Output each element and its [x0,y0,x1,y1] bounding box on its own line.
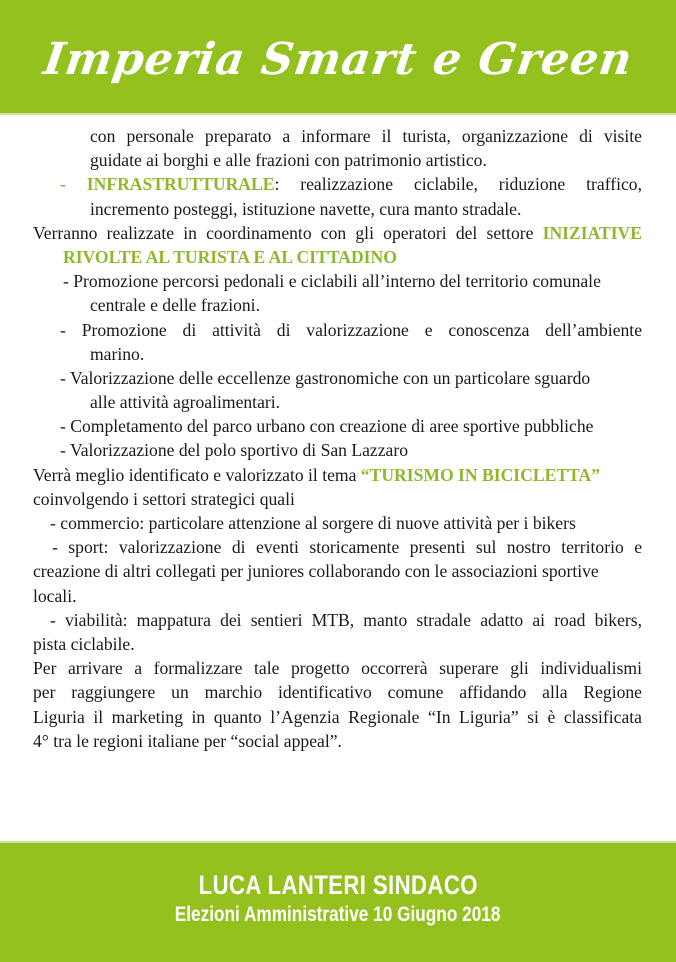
text-line [63,245,676,269]
text-span: Per arrivare a formalizzare tale progetto occorrerà superare gli individualismi [33,658,642,679]
text-line [50,511,630,535]
highlighted-text: INIZIATIVE [542,222,642,243]
text-line [33,656,642,680]
text-span: 4° tra le regioni italiane per “social appeal”. [33,730,342,751]
text-span: creazione di altri collegati per juniores collaborando con le associazioni sportive [33,561,599,582]
text-line [60,366,642,390]
body-text [0,124,676,753]
text-line [90,124,642,148]
text-line [90,197,676,221]
text-line [52,535,642,559]
text-line [33,680,642,704]
text-span: - Valorizzazione del polo sportivo di San Lazzaro [60,440,409,461]
text-span: coinvolgendo i settori strategici quali [33,488,295,509]
footer-banner [0,841,676,962]
text-span: - Valorizzazione delle eccellenze gastronomiche con un particolare sguardo [60,367,591,388]
text-span: con personale preparato a informare il turista, organizzazione di visite [90,126,642,146]
text-line [33,463,642,487]
highlighted-text: INFRASTRUTTURALE [86,174,275,195]
text-span: locali. [33,585,77,606]
text-span: centrale e delle frazioni. [90,295,260,316]
text-line [33,729,676,753]
text-line [90,293,676,317]
text-line [90,390,676,414]
text-line [33,221,642,245]
text-line [90,148,676,172]
text-span: - sport: valorizzazione di eventi storicamente presenti sul nostro territorio e [52,537,642,558]
text-span: incremento posteggi, istituzione navette, cura manto stradale. [90,198,522,219]
highlighted-text: - [60,174,87,195]
text-line [33,705,642,729]
text-line [60,172,642,196]
text-span: : realizzazione ciclabile, riduzione traffico, [274,174,642,195]
text-span: Verrà meglio identificato e valorizzato il tema [33,464,361,485]
text-span: - Completamento del parco urbano con creazione di aree sportive pubbliche [60,416,594,437]
header-banner [0,0,676,115]
text-span: - Promozione percorsi pedonali e ciclabili all’interno del territorio comunale [63,271,601,292]
text-line [33,632,676,656]
text-span: Liguria il marketing in quanto l’Agenzia Regionale “In Liguria” si è classificata [33,706,642,727]
text-span: alle attività agroalimentari. [90,392,281,413]
text-span: - viabilità: mappatura dei sentieri MTB, manto stradale adatto ai road bikers, [50,609,642,630]
election-subtitle: Elezioni Amministrative 10 Giugno 2018 [175,903,501,926]
header-title: Imperia Smart e Green [40,34,636,85]
text-line [90,342,676,366]
candidate-name: LUCA LANTERI SINDACO [198,870,478,900]
highlighted-text: “TURISMO IN BICICLETTA” [360,464,600,485]
text-span: guidate ai borghi e alle frazioni con patrimonio artistico. [90,150,487,171]
text-span: - commercio: particolare attenzione al sorgere di nuove attività per i bikers [50,513,576,533]
text-line [33,584,676,608]
highlighted-text: RIVOLTE AL TURISTA E AL CITTADINO [63,246,397,267]
text-line [50,608,642,632]
text-span: Verranno realizzate in coordinamento con gli operatori del settore [33,222,543,243]
text-line [60,438,676,462]
text-span: marino. [90,343,145,364]
text-line [33,487,676,511]
text-line [60,414,642,438]
text-span: pista ciclabile. [33,633,135,654]
text-span: - Promozione di attività di valorizzazione e conoscenza dell’ambiente [60,319,642,340]
text-line [33,559,642,583]
text-line [60,318,642,342]
text-line [63,269,642,293]
text-span: per raggiungere un marchio identificativo comune affidando alla Regione [33,682,642,703]
